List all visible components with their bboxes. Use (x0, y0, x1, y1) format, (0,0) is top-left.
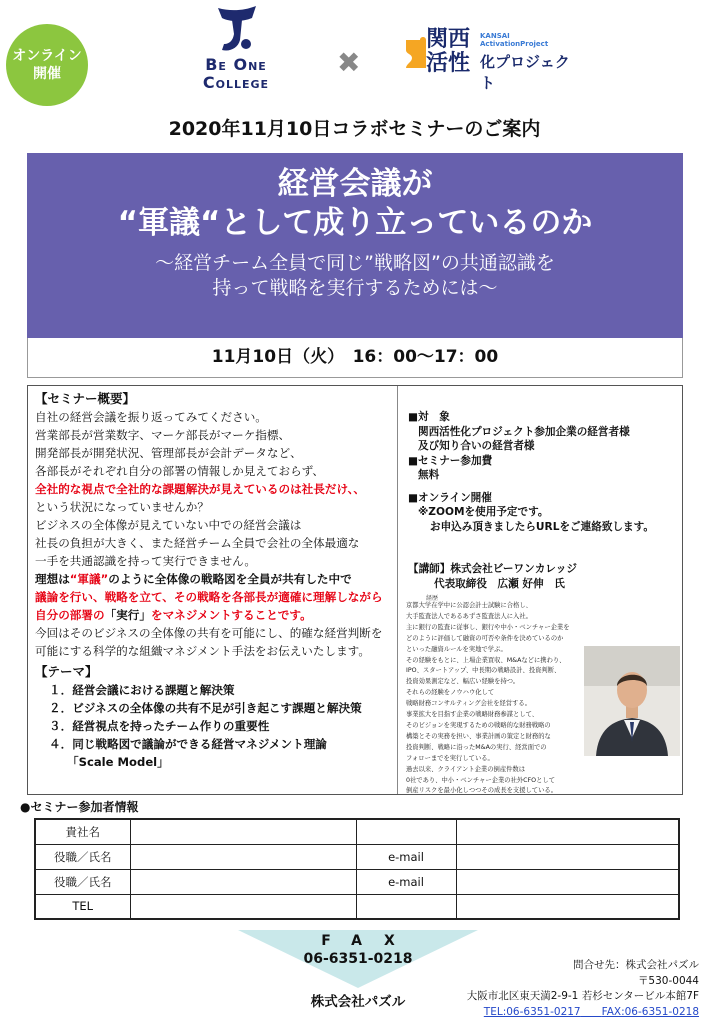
contact-phone-line[interactable] (467, 1005, 699, 1021)
online-heading: ■オンライン開催 (408, 491, 492, 504)
overview-line: 一手を共通認識を持って実行できません。 (35, 554, 256, 568)
overview-line: 今回はそのビジネスの全体像の共有を可能にし、的確な経営判断を (35, 626, 383, 640)
email-label: e-mail (356, 869, 456, 894)
profile-line: そのビジョンを実現するための戦略的な財務戦略の (406, 721, 551, 729)
overview-ideal-line (35, 570, 395, 588)
profile-line: 過去以来、クライアント企業の倒産件数は (406, 765, 526, 773)
exec-mid: 「実行」 (104, 608, 151, 622)
profile-line: 構築とその実務を担い、事業計画の策定と財務的な (406, 732, 551, 740)
be-one-text-1: Be One (205, 55, 267, 74)
overview-line: 営業部長が営業数字、マーケ部長がマーケ指標、 (35, 428, 291, 442)
kansai-main-1: 関西 (426, 27, 471, 52)
kansai-subtext (480, 32, 548, 48)
ideal-red: “軍議” (69, 572, 109, 586)
kansai-sub-2: ActivationProject (480, 40, 549, 48)
fax-label: FAX (321, 933, 417, 949)
target-heading: ■対 象 (408, 411, 450, 423)
overview-highlight: 全社的な視点で全社的な課題解決が見えているのは社長だけ、、 (35, 482, 365, 496)
profile-line: 0社であり、中小・ベンチャー企業の社外CFOとして (406, 776, 556, 784)
theme-heading: 【テーマ】 (35, 664, 98, 679)
contact-block (467, 958, 699, 1020)
be-one-text-2: College (202, 73, 270, 92)
exec-pre: 自分の部署の (35, 608, 105, 622)
overview-line: 可能にする科学的な組織マネジメント手法をお伝えいたします。 (35, 644, 370, 658)
lecturer-block (408, 562, 680, 591)
name-field-1[interactable] (130, 844, 356, 869)
seminar-details-box (27, 385, 683, 795)
overview-line: 社長の負担が大きく、また経営チーム全員で会社の全体最適な (35, 536, 360, 550)
overview-heading: 【セミナー概要】 (35, 391, 136, 406)
profile-line: その経験をもとに、上場企業買収、M&Aなどに携わり、 (406, 656, 566, 664)
seminar-notice-title: 2020年11月10日コラボセミナーのご案内 (168, 118, 541, 140)
profile-line: といった融資ルールを実地で学ぶ。 (406, 645, 507, 653)
seminar-datetime: 11月10日（火） 16：00～17：00 (27, 338, 683, 378)
online-badge-line1: オンライン (12, 48, 82, 64)
profile-line: 投資判断、戦略に沿ったM&Aの実行、経営面での (406, 743, 547, 751)
overview-line: ビジネスの全体像が見えていない中での経営会議は (35, 518, 302, 532)
email-field-2[interactable] (456, 869, 679, 894)
row-label: 貴社名 (35, 819, 130, 844)
profile-line: どのように評価して融資の可否や条件を決めているのか (406, 634, 564, 642)
fax-number: 06-6351-0218 (303, 951, 413, 967)
kansai-main-text (426, 28, 470, 76)
company-name-field-2[interactable] (456, 819, 679, 844)
profile-line: 主に銀行の監査に従事し、銀行や中小・ベンチャー企業を (406, 623, 570, 631)
theme-item: １．経営会議における課題と解決策 (49, 683, 235, 697)
row-mid (356, 819, 456, 844)
fax-company: 株式会社パズル (310, 994, 406, 1010)
hero-subtitle-1: ～経営チーム全員で同じ”戦略図”の共通認識を (155, 252, 555, 274)
lecturer-name: 代表取締役 広瀬 好伸 氏 (434, 577, 565, 590)
fee-value: 無料 (418, 469, 440, 481)
profile-line: 事業拡大を目指す企業の戦略財務参謀として、 (406, 711, 539, 719)
ideal-pre: 理想は (35, 572, 70, 586)
tel-field[interactable] (130, 894, 356, 919)
table-row (35, 894, 679, 919)
kansai-sub-1: KANSAI (480, 32, 510, 40)
profile-line: フォローまでを実行している。 (406, 754, 494, 762)
target-line: 及び知り合いの経営者様 (418, 440, 535, 452)
exec-post: をマネジメントすることです。 (150, 608, 312, 622)
email-field-1[interactable] (456, 844, 679, 869)
row-label: 役職／氏名 (35, 844, 130, 869)
hero-title-2: “軍議“として成り立っているのか (117, 205, 593, 241)
overview-line: 自社の経営会議を振り返ってみてください。 (35, 410, 267, 424)
row-mid (356, 894, 456, 919)
contact-tel[interactable]: TEL:06-6351-0217 (483, 1005, 581, 1018)
online-badge (6, 24, 88, 106)
profile-line: それらの経験をノウハウ化して (406, 689, 495, 697)
be-one-college-logo (186, 4, 286, 96)
theme-item: ４．同じ戦略図で議論ができる経営マネジメント理論 (49, 737, 327, 751)
fee-heading: ■セミナー参加費 (408, 454, 493, 467)
overview-line: 各部長がそれぞれ自分の部署の情報しか見えておらず、 (35, 464, 324, 478)
kansai-puzzle-icon (404, 34, 428, 74)
row-label: TEL (35, 894, 130, 919)
hero-subtitle-2: 持って戦略を実行するためには～ (212, 277, 498, 299)
online-line: お申込み頂きましたらURLをご連絡致します。 (430, 520, 654, 533)
name-field-2[interactable] (130, 869, 356, 894)
row-label: 役職／氏名 (35, 869, 130, 894)
profile-line: IPO、スタートアップ、中長期の戦略設計、投資判断、 (406, 667, 561, 675)
contact-address: 大阪市北区東天満2-9-1 若杉センタービル本館7F (466, 990, 699, 1002)
be-one-emblem-icon (208, 4, 264, 56)
profile-line: 投資効果測定など、幅広い経験を持つ。 (406, 678, 520, 686)
table-row (35, 869, 679, 894)
profile-line: 京都大学在学中に公認会計士試験に合格し、 (406, 602, 532, 609)
ideal-post: のように全体像の戦略図を全員が共有した中で (108, 572, 352, 586)
kansai-activation-logo (404, 27, 584, 92)
kansai-tail-text: 化プロジェクト (480, 53, 570, 92)
contact-fax[interactable]: FAX:06-6351-0218 (601, 1005, 699, 1018)
profile-line: 大手監査法人であるあずさ監査法人に入社。 (406, 612, 532, 620)
theme-item-continuation: 「Scale Model」 (67, 755, 169, 769)
theme-item: ３．経営視点を持ったチーム作りの重要性 (49, 719, 270, 733)
profile-line: 戦略財務コンサルティング会社を経営する。 (406, 700, 531, 708)
table-row (35, 844, 679, 869)
profile-line: 倒産リスクを最小化しつつその成長を支援している。 (406, 787, 557, 795)
overview-line: 開発部長が開発状況、管理部長が会計データなど、 (35, 446, 302, 460)
lecturer-company: 【講師】株式会社ビーワンカレッジ (408, 563, 577, 575)
hero-banner (27, 153, 683, 338)
hero-title-1: 経営会議が (277, 166, 433, 202)
online-badge-line2: 開催 (33, 66, 61, 82)
theme-item: ２．ビジネスの全体像の共有不足が引き起こす課題と解決策 (49, 701, 362, 715)
collaboration-times-icon: ✖ (337, 46, 361, 79)
kansai-main-2: 活性 (426, 51, 471, 76)
email-label: e-mail (356, 844, 456, 869)
overview-highlight (35, 606, 395, 624)
overview-line: という状況になっていませんか？ (35, 500, 209, 514)
info-column (408, 410, 678, 534)
participant-heading: ●セミナー参加者情報 (20, 800, 139, 814)
participant-form-table (34, 818, 680, 920)
overview-column (35, 390, 395, 771)
table-row (35, 819, 679, 844)
profile-heading: 経歴 (426, 595, 439, 602)
online-line: ※ZOOMを使用予定です。 (418, 506, 549, 518)
target-line: 関西活性化プロジェクト参加企業の経営者様 (418, 425, 630, 438)
contact-line: 問合せ先：株式会社パズル (573, 959, 699, 971)
company-name-field[interactable] (130, 819, 356, 844)
contact-postcode: 〒530-0044 (637, 974, 699, 987)
lecturer-photo (584, 646, 680, 756)
tel-field-2[interactable] (456, 894, 679, 919)
column-divider (397, 386, 398, 794)
overview-highlight: 議論を行い、戦略を立て、その戦略を各部長が適確に理解しながら (35, 590, 383, 604)
